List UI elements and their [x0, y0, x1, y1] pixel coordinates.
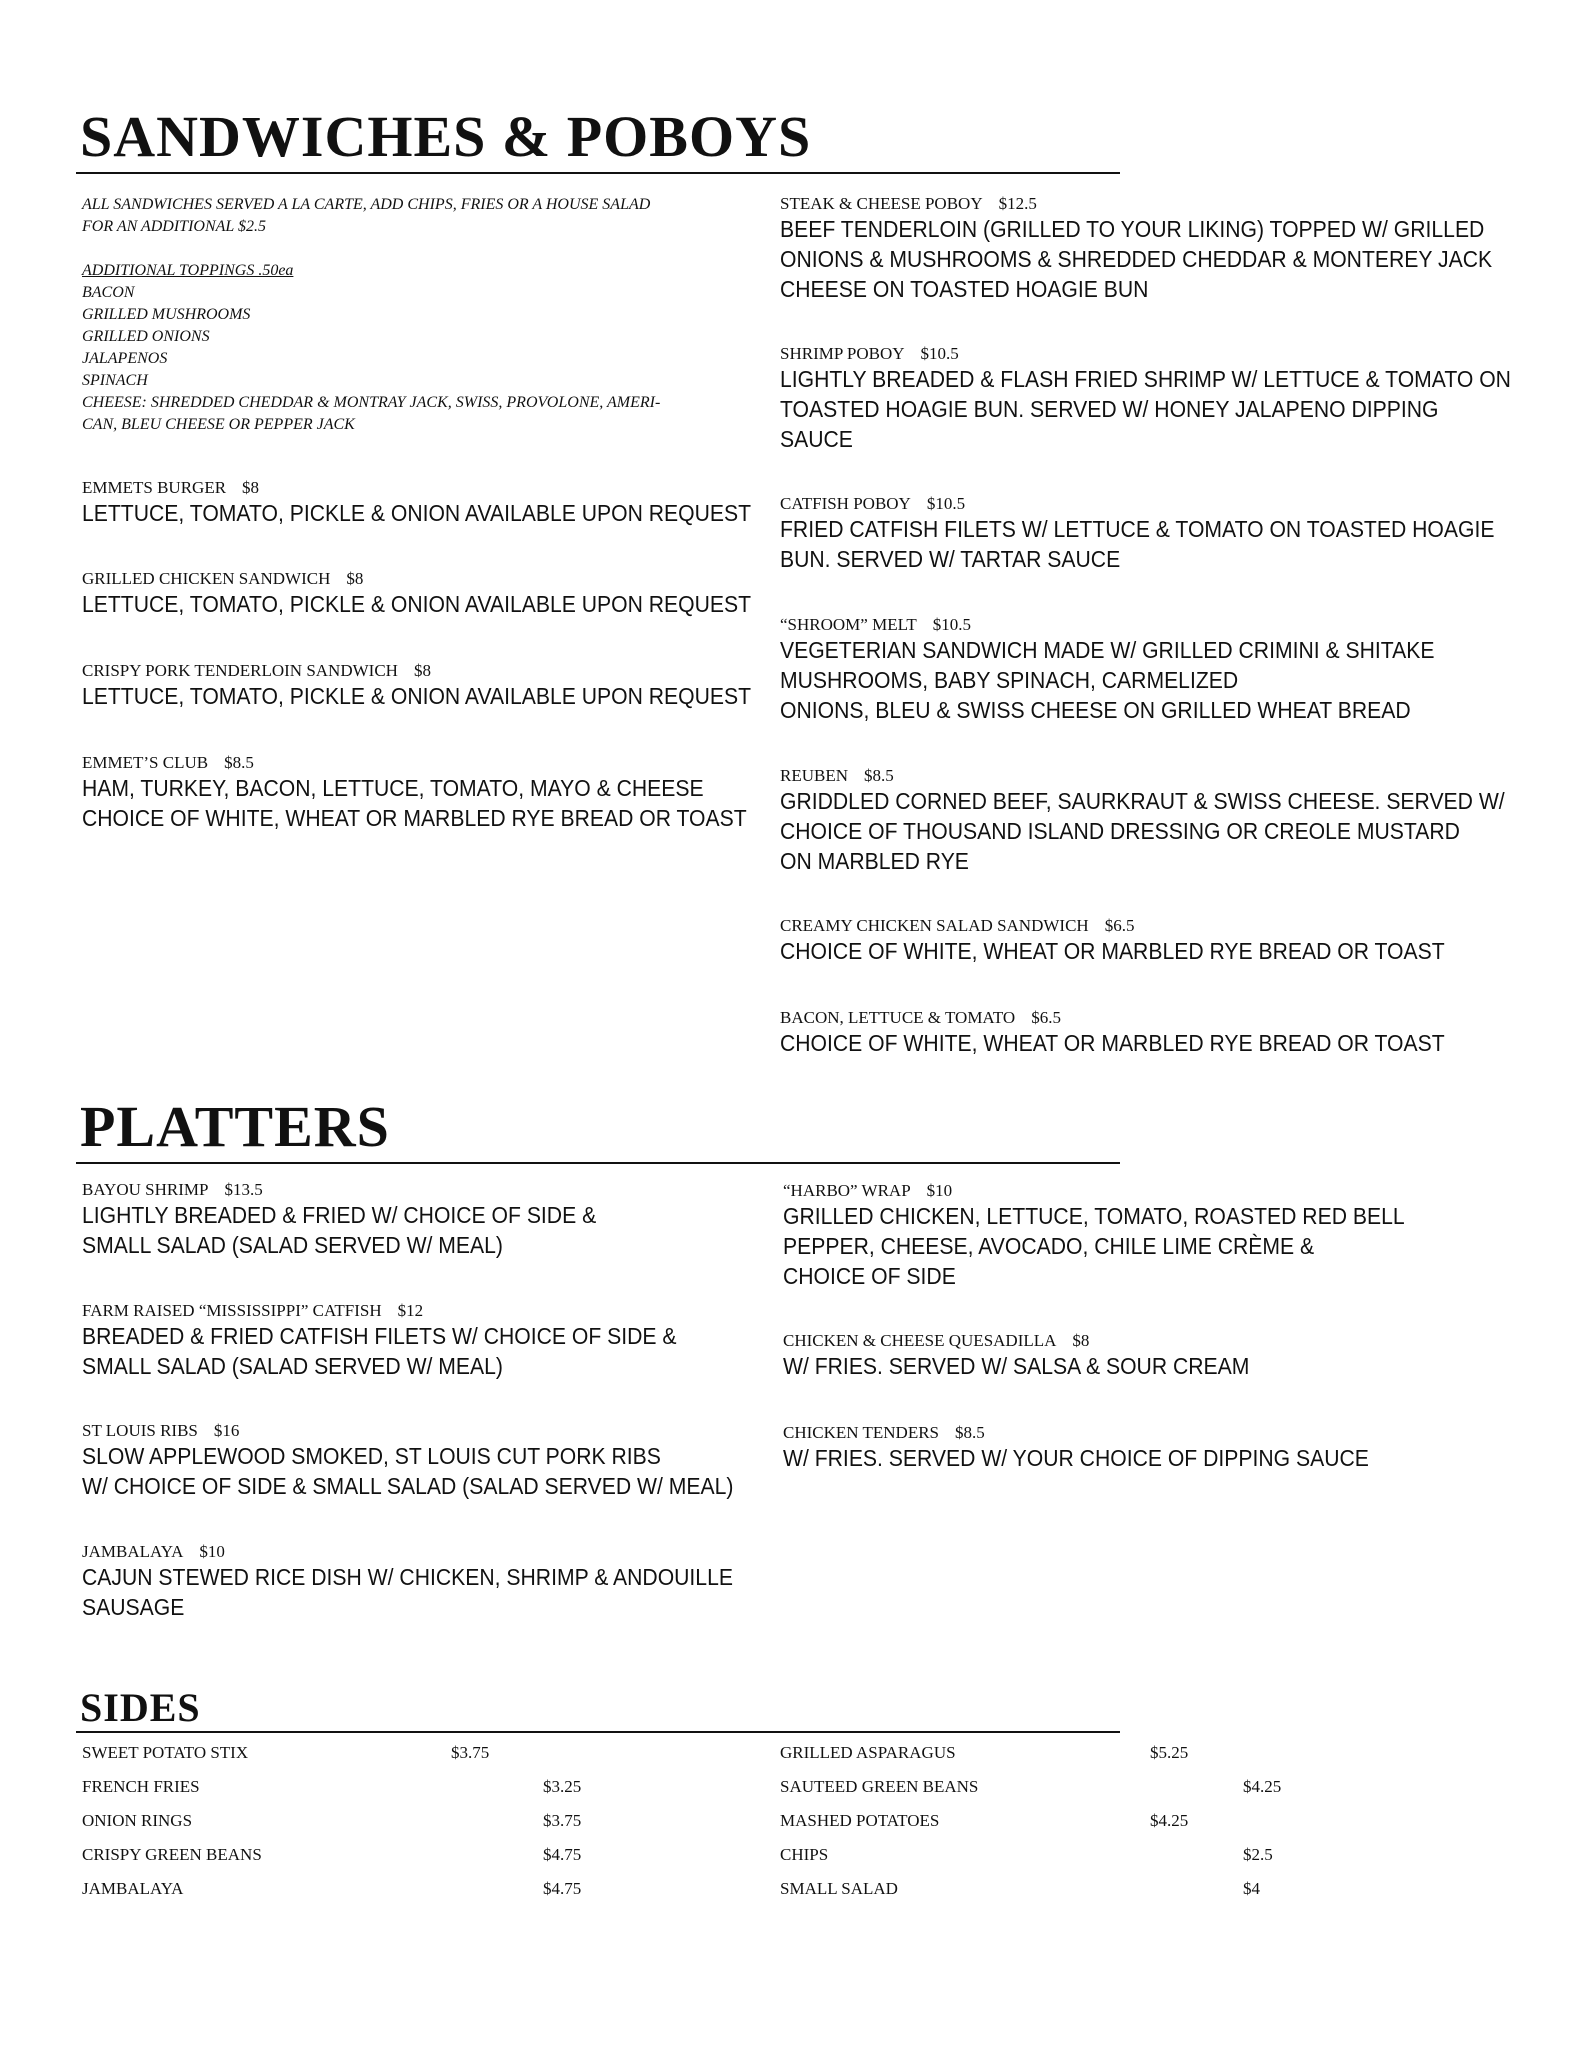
- description-line: W/ FRIES. SERVED W/ SALSA & SOUR CREAM: [783, 1353, 1250, 1379]
- description-line: LIGHTLY BREADED & FLASH FRIED SHRIMP W/ LETTUCE & TOMATO ON: [780, 366, 1511, 392]
- description-line: CHOICE OF SIDE: [783, 1263, 956, 1289]
- description-line: LETTUCE, TOMATO, PICKLE & ONION AVAILABLE UPON REQUEST: [82, 591, 752, 617]
- section-rule: [76, 172, 1120, 174]
- description-line: TOASTED HOAGIE BUN. SERVED W/ HONEY JALAPENO DIPPING: [780, 396, 1439, 422]
- item-description: [82, 773, 747, 833]
- topping-line: CHEESE: SHREDDED CHEDDAR & MONTRAY JACK, SWISS, PROVOLONE, AMERI-: [82, 394, 661, 411]
- description-line: LETTUCE, TOMATO, PICKLE & ONION AVAILABLE UPON REQUEST: [82, 500, 752, 526]
- item-price: $10.5: [920, 344, 959, 363]
- side-price: $4.25: [1150, 1811, 1189, 1830]
- side-price: $4.75: [543, 1845, 582, 1864]
- side-name: SAUTEED GREEN BEANS: [780, 1777, 979, 1796]
- note-line: ALL SANDWICHES SERVED A LA CARTE, ADD CHIPS, FRIES OR A HOUSE SALAD: [82, 196, 651, 213]
- item-description: [82, 1200, 596, 1260]
- menu-item: [780, 916, 1502, 966]
- description-line: SLOW APPLEWOOD SMOKED, ST LOUIS CUT PORK RIBS: [82, 1443, 661, 1469]
- item-description: [780, 514, 1494, 574]
- description-line: GRILLED CHICKEN, LETTUCE, TOMATO, ROASTED RED BELL: [783, 1203, 1405, 1229]
- section-title-sides: SIDES: [80, 1685, 201, 1730]
- description-line: ON MARBLED RYE: [780, 848, 969, 874]
- side-name: SMALL SALAD: [780, 1879, 898, 1898]
- topping-line: JALAPENOS: [82, 350, 168, 367]
- side-price: $5.25: [1150, 1743, 1189, 1762]
- item-name: “SHROOM” MELT: [780, 615, 917, 634]
- item-name: FARM RAISED “MISSISSIPPI” CATFISH: [82, 1301, 382, 1320]
- side-name: GRILLED ASPARAGUS: [780, 1743, 956, 1762]
- section-title-platters: PLATTERS: [80, 1094, 390, 1159]
- description-line: CHOICE OF WHITE, WHEAT OR MARBLED RYE BREAD OR TOAST: [780, 938, 1445, 964]
- side-price: $4: [1243, 1879, 1260, 1898]
- description-line: HAM, TURKEY, BACON, LETTUCE, TOMATO, MAYO & CHEESE: [82, 775, 704, 801]
- section-title-sandwiches: SANDWICHES & POBOYS: [80, 104, 812, 169]
- item-description: [82, 1562, 733, 1622]
- description-line: SAUCE: [780, 426, 853, 452]
- item-description: [82, 1441, 733, 1501]
- menu-item: [82, 569, 809, 619]
- description-line: PEPPER, CHEESE, AVOCADO, CHILE LIME CRÈME &: [783, 1233, 1315, 1259]
- description-line: SMALL SALAD (SALAD SERVED W/ MEAL): [82, 1353, 503, 1379]
- item-name: BAYOU SHRIMP: [82, 1180, 209, 1199]
- side-name: CRISPY GREEN BEANS: [82, 1845, 262, 1864]
- description-line: VEGETERIAN SANDWICH MADE W/ GRILLED CRIMINI & SHITAKE: [780, 637, 1435, 663]
- item-price: $8.5: [864, 766, 894, 785]
- item-description: [82, 498, 751, 528]
- menu-item: [780, 615, 1491, 725]
- description-line: CHEESE ON TOASTED HOAGIE BUN: [780, 276, 1149, 302]
- item-name: CRISPY PORK TENDERLOIN SANDWICH: [82, 661, 398, 680]
- item-name: JAMBALAYA: [82, 1542, 184, 1561]
- item-name: ST LOUIS RIBS: [82, 1421, 198, 1440]
- item-price: $8: [346, 569, 364, 588]
- toppings-title: ADDITIONAL TOPPINGS .50ea: [82, 262, 294, 279]
- description-line: BREADED & FRIED CATFISH FILETS W/ CHOICE OF SIDE &: [82, 1323, 677, 1349]
- item-description: [783, 1443, 1369, 1473]
- item-description: [82, 681, 751, 711]
- side-name: FRENCH FRIES: [82, 1777, 200, 1796]
- description-line: GRIDDLED CORNED BEEF, SAURKRAUT & SWISS CHEESE. SERVED W/: [780, 788, 1505, 814]
- menu-item: [82, 1301, 728, 1381]
- item-price: $8: [1072, 1331, 1090, 1350]
- menu-item: [82, 478, 809, 528]
- item-description: [780, 364, 1511, 454]
- topping-line: BACON: [82, 284, 135, 301]
- side-price: $2.5: [1243, 1845, 1273, 1864]
- item-price: $8.5: [955, 1423, 985, 1442]
- note-line: FOR AN ADDITIONAL $2.5: [82, 218, 267, 235]
- menu-item: [780, 344, 1575, 454]
- item-price: $10.5: [932, 615, 972, 634]
- item-name: CATFISH POBOY: [780, 494, 911, 513]
- side-name: MASHED POTATOES: [780, 1811, 940, 1830]
- description-line: W/ CHOICE OF SIDE & SMALL SALAD (SALAD SERVED W/ MEAL): [82, 1473, 734, 1499]
- section-rule: [76, 1731, 1120, 1733]
- item-price: $8: [242, 478, 260, 497]
- menu-item: [780, 194, 1554, 304]
- item-name: STEAK & CHEESE POBOY: [780, 194, 983, 213]
- item-name: BACON, LETTUCE & TOMATO: [780, 1008, 1016, 1027]
- sandwich-notes: [82, 194, 660, 436]
- description-line: MUSHROOMS, BABY SPINACH, CARMELIZED: [780, 667, 1239, 693]
- side-name: SWEET POTATO STIX: [82, 1743, 249, 1762]
- description-line: FRIED CATFISH FILETS W/ LETTUCE & TOMATO ON TOASTED HOAGIE: [780, 516, 1495, 542]
- item-price: $10.5: [926, 494, 966, 513]
- item-name: GRILLED CHICKEN SANDWICH: [82, 569, 331, 588]
- menu-item: [783, 1331, 1290, 1381]
- item-name: CHICKEN & CHEESE QUESADILLA: [783, 1331, 1057, 1350]
- item-description: [780, 1028, 1445, 1058]
- item-price: $12.5: [998, 194, 1037, 213]
- menu-item: [82, 1542, 790, 1622]
- topping-line: GRILLED ONIONS: [82, 328, 210, 345]
- item-price: $8: [413, 661, 431, 680]
- description-line: LETTUCE, TOMATO, PICKLE & ONION AVAILABLE UPON REQUEST: [82, 683, 752, 709]
- item-description: [780, 635, 1434, 725]
- item-description: [82, 1321, 677, 1381]
- section-rule: [76, 1162, 1120, 1164]
- item-price: $10: [926, 1181, 953, 1200]
- description-line: CHOICE OF THOUSAND ISLAND DRESSING OR CREOLE MUSTARD: [780, 818, 1460, 844]
- item-price: $8.5: [224, 753, 254, 772]
- side-price: $3.75: [543, 1811, 582, 1830]
- description-line: CHOICE OF WHITE, WHEAT OR MARBLED RYE BREAD OR TOAST: [82, 805, 747, 831]
- description-line: ONIONS, BLEU & SWISS CHEESE ON GRILLED WHEAT BREAD: [780, 697, 1411, 723]
- item-name: CHICKEN TENDERS: [783, 1423, 939, 1442]
- side-price: $3.25: [543, 1777, 582, 1796]
- item-name: “HARBO” WRAP: [783, 1181, 911, 1200]
- item-name: EMMETS BURGER: [82, 478, 227, 497]
- description-line: CHOICE OF WHITE, WHEAT OR MARBLED RYE BREAD OR TOAST: [780, 1030, 1445, 1056]
- side-name: CHIPS: [780, 1845, 829, 1864]
- menu-item: [82, 1180, 641, 1260]
- item-description: [783, 1201, 1405, 1291]
- menu-item: [780, 1008, 1502, 1058]
- item-price: $12: [397, 1301, 424, 1320]
- topping-line: SPINACH: [82, 372, 148, 389]
- side-price: $4.75: [543, 1879, 582, 1898]
- item-description: [783, 1351, 1249, 1381]
- item-description: [780, 786, 1505, 876]
- side-name: JAMBALAYA: [82, 1879, 184, 1898]
- item-name: EMMET’S CLUB: [82, 753, 209, 772]
- description-line: SAUSAGE: [82, 1594, 185, 1620]
- item-price: $6.5: [1104, 916, 1135, 935]
- menu-item: [780, 494, 1557, 574]
- side-price: $3.75: [451, 1743, 490, 1762]
- description-line: BEEF TENDERLOIN (GRILLED TO YOUR LIKING) TOPPED W/ GRILLED: [780, 216, 1485, 242]
- menu-item: [82, 1421, 790, 1501]
- description-line: LIGHTLY BREADED & FRIED W/ CHOICE OF SIDE &: [82, 1202, 597, 1228]
- item-name: REUBEN: [780, 766, 848, 785]
- item-price: $16: [213, 1421, 240, 1440]
- description-line: ONIONS & MUSHROOMS & SHREDDED CHEDDAR & MONTEREY JACK: [780, 246, 1493, 272]
- item-name: CREAMY CHICKEN SALAD SANDWICH: [780, 916, 1089, 935]
- item-price: $13.5: [224, 1180, 263, 1199]
- item-price: $10: [199, 1542, 225, 1561]
- item-name: SHRIMP POBOY: [780, 344, 905, 363]
- item-description: [780, 936, 1445, 966]
- side-price: $4.25: [1243, 1777, 1282, 1796]
- menu-item: [82, 753, 804, 833]
- description-line: BUN. SERVED W/ TARTAR SAUCE: [780, 546, 1121, 572]
- menu-item: [783, 1181, 1459, 1291]
- topping-line: CAN, BLEU CHEESE OR PEPPER JACK: [82, 416, 355, 433]
- menu-item: [82, 661, 809, 711]
- side-name: ONION RINGS: [82, 1811, 193, 1830]
- item-description: [82, 589, 751, 619]
- item-price: $6.5: [1031, 1008, 1061, 1027]
- topping-line: GRILLED MUSHROOMS: [82, 306, 251, 323]
- description-line: SMALL SALAD (SALAD SERVED W/ MEAL): [82, 1232, 503, 1258]
- menu-item: [783, 1423, 1420, 1473]
- description-line: W/ FRIES. SERVED W/ YOUR CHOICE OF DIPPING SAUCE: [783, 1445, 1369, 1471]
- description-line: CAJUN STEWED RICE DISH W/ CHICKEN, SHRIMP & ANDOUILLE: [82, 1564, 733, 1590]
- item-description: [780, 214, 1492, 304]
- menu-item: [780, 766, 1568, 876]
